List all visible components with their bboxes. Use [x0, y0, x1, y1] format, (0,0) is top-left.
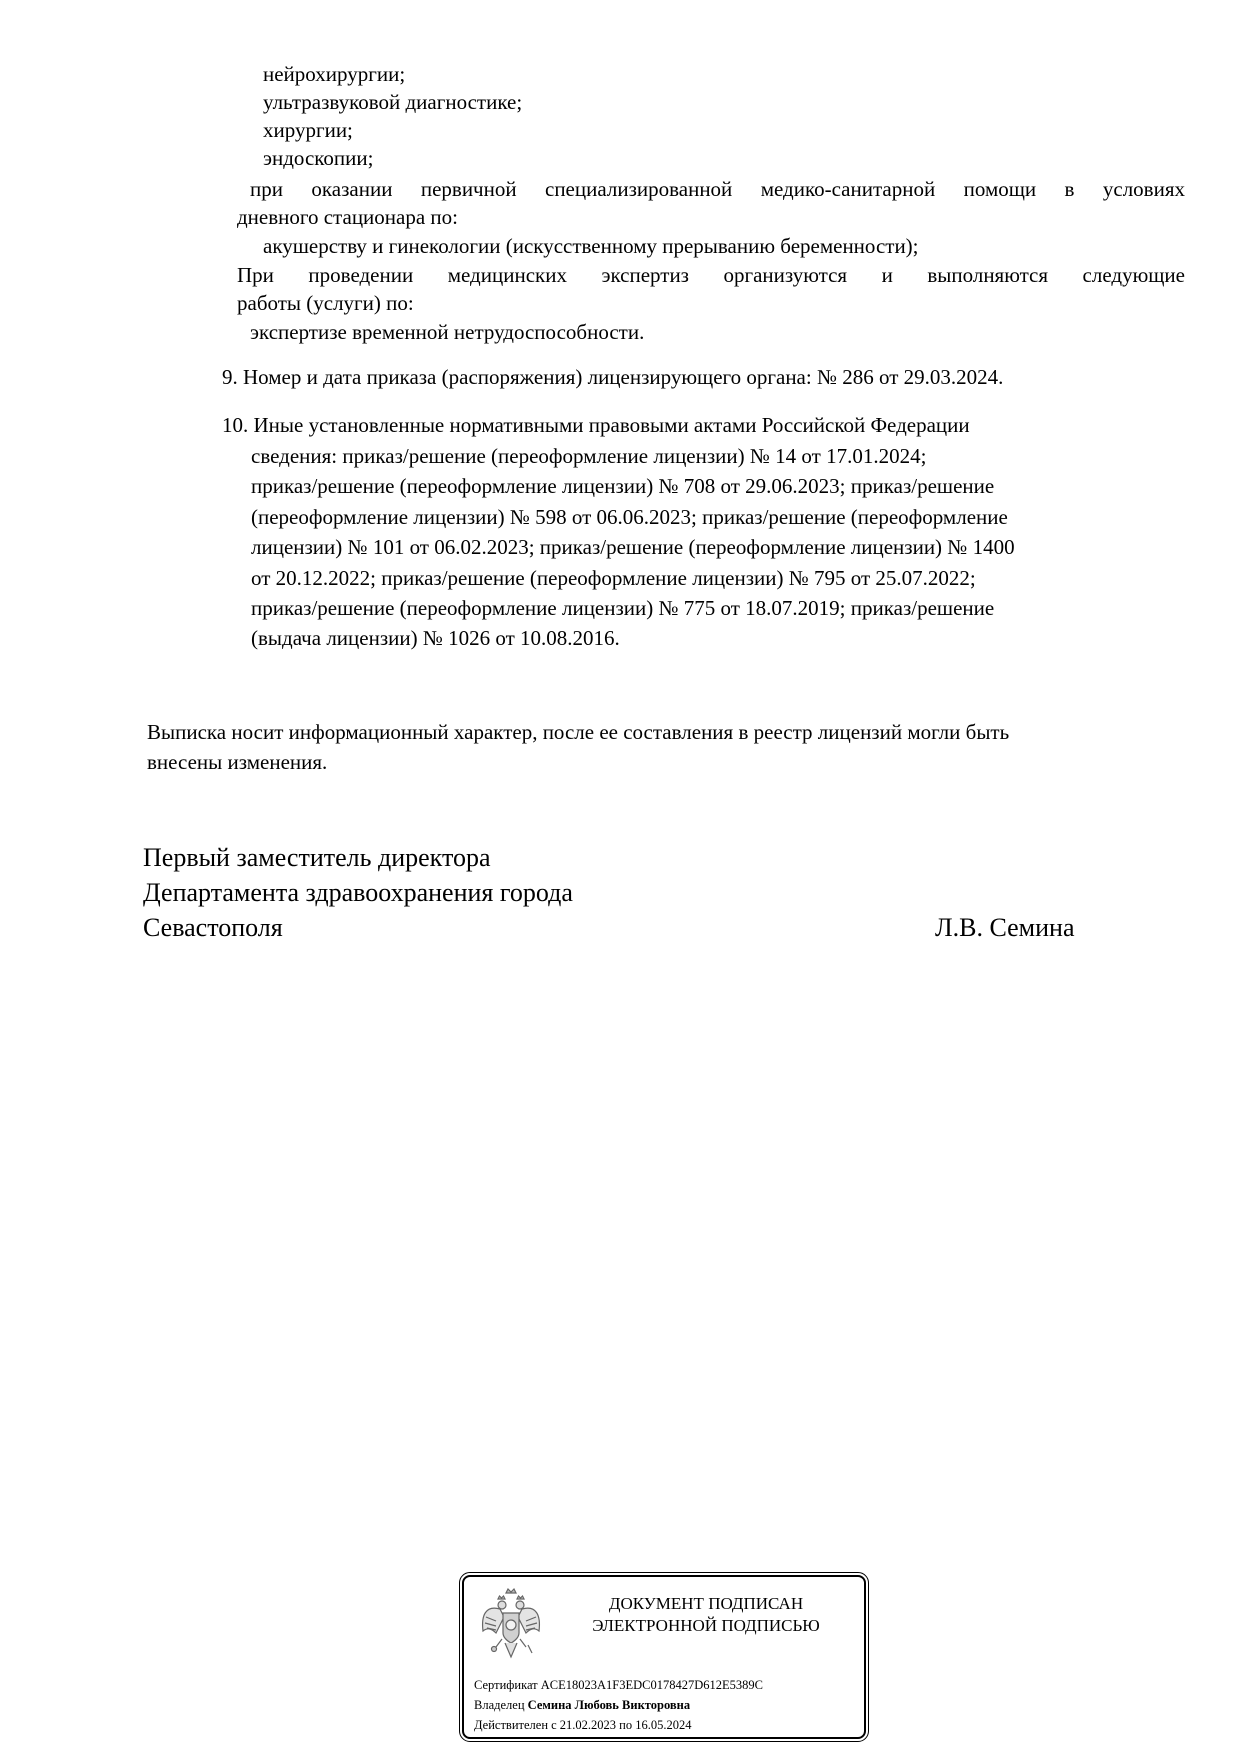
certificate-label: Сертификат: [474, 1678, 538, 1692]
owner-value: Семина Любовь Викторовна: [527, 1698, 691, 1712]
service-item: эндоскопии;: [263, 146, 374, 170]
stamp-heading-line: ЭЛЕКТРОННОЙ ПОДПИСЬЮ: [592, 1616, 820, 1635]
signatory-title: Первый заместитель директора: [143, 843, 491, 872]
stamp-heading: [556, 1593, 856, 1637]
disclaimer-line: внесены изменения.: [147, 750, 328, 774]
other-info-line: (выдача лицензии) № 1026 от 10.08.2016.: [251, 626, 620, 650]
day-hospital-intro-cont: дневного стационара по:: [237, 205, 458, 229]
double-headed-eagle-emblem-icon: [478, 1587, 544, 1663]
service-item: экспертизе временной нетрудоспособности.: [250, 320, 645, 344]
service-item: нейрохирургии;: [263, 62, 406, 86]
signatory-title: Севастополя: [143, 913, 283, 942]
owner-row: [474, 1697, 690, 1713]
certificate-value: ACE18023A1F3EDC0178427D612E5389C: [540, 1678, 763, 1692]
certificate-row: [474, 1677, 763, 1693]
signatory-name: Л.В. Семина: [935, 913, 1075, 942]
e-signature-stamp: [462, 1575, 866, 1739]
validity-row: Действителен с 21.02.2023 по 16.05.2024: [474, 1718, 692, 1732]
other-info-line: лицензии) № 101 от 06.02.2023; приказ/решение (переоформление лицензии) № 1400: [251, 535, 1015, 559]
expertise-intro-line: При проведении медицинских экспертиз организуются и выполняются следующие: [237, 263, 1185, 287]
other-info-line: 10. Иные установленные нормативными правовыми актами Российской Федерации: [222, 413, 970, 437]
disclaimer-line: Выписка носит информационный характер, после ее составления в реестр лицензий могли быть: [147, 720, 1010, 744]
expertise-intro-cont: работы (услуги) по:: [237, 291, 414, 315]
day-hospital-intro-line: при оказании первичной специализированной медико-санитарной помощи в условиях: [250, 177, 1185, 201]
other-info-line: (переоформление лицензии) № 598 от 06.06.2023; приказ/решение (переоформление: [251, 505, 1008, 529]
owner-label: Владелец: [474, 1698, 525, 1712]
service-item: хирургии;: [263, 118, 353, 142]
other-info-line: приказ/решение (переоформление лицензии) № 708 от 29.06.2023; приказ/решение: [251, 474, 995, 498]
service-item: акушерству и гинекологии (искусственному прерыванию беременности);: [263, 234, 919, 258]
service-item: ультразвуковой диагностике;: [263, 90, 523, 114]
other-info-line: от 20.12.2022; приказ/решение (переоформление лицензии) № 795 от 25.07.2022;: [251, 566, 976, 590]
other-info-line: сведения: приказ/решение (переоформление лицензии) № 14 от 17.01.2024;: [251, 444, 927, 468]
order-number-line: 9. Номер и дата приказа (распоряжения) лицензирующего органа: № 286 от 29.03.2024.: [222, 365, 1004, 389]
stamp-heading-line: ДОКУМЕНТ ПОДПИСАН: [608, 1594, 804, 1613]
signatory-title: Департамента здравоохранения города: [143, 878, 573, 907]
other-info-line: приказ/решение (переоформление лицензии) № 775 от 18.07.2019; приказ/решение: [251, 596, 995, 620]
